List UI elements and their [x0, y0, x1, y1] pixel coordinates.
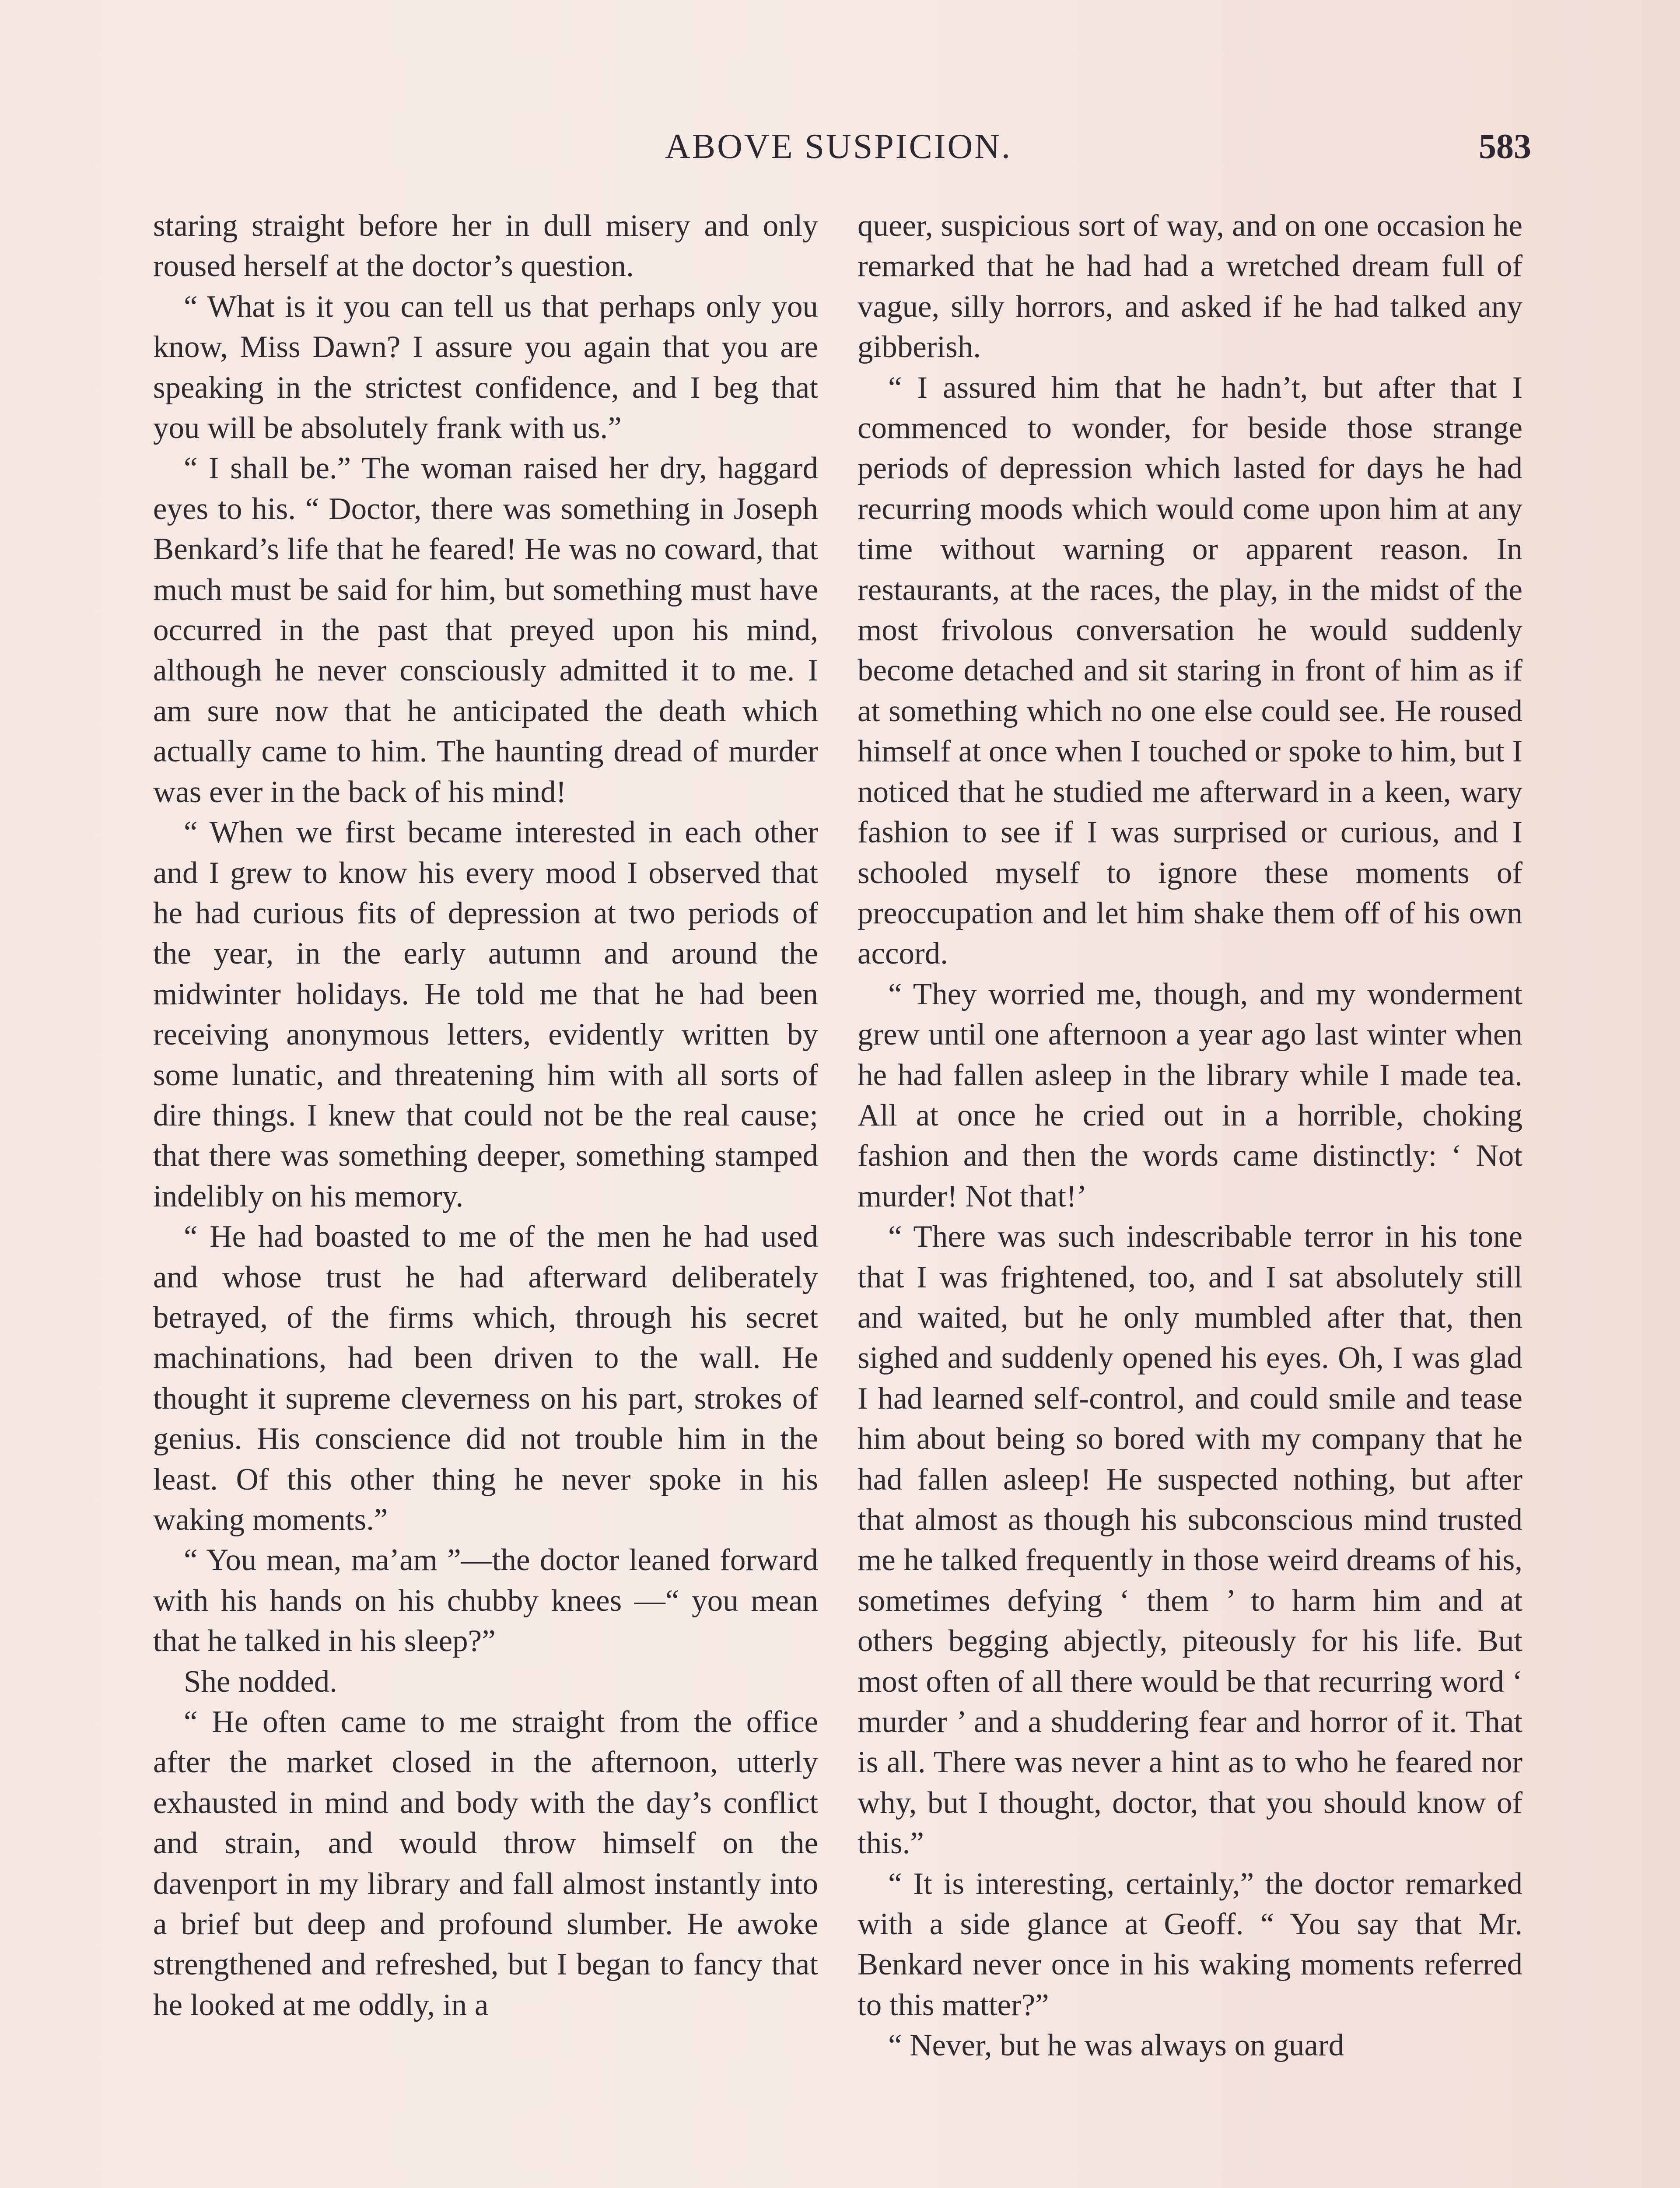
- paragraph: queer, suspicious sort of way, and on one occasion he remarked that he had had a wretched dream full of vague, silly horrors, and asked if he had talked any gibberish.: [858, 209, 1522, 365]
- paragraph: “ He had boasted to me of the men he had used and whose trust he had afterward deliberately betrayed, of the firms which, through his secret machinations, had been driven to the wall. He thought it supreme cleverness on his part, strokes of genius. His conscience did not trouble him in the least. Of this other thing he never spoke in his waking moments.”: [153, 1220, 818, 1537]
- paragraph: “ It is interesting, certainly,” the doctor remarked with a side glance at Geoff. “ You say that Mr. Benkard never once in his waking moments referred to this matter?”: [858, 1866, 1522, 2022]
- paragraph: “ Never, but he was always on guard: [888, 2028, 1344, 2063]
- paragraph: “ I shall be.” The woman raised her dry, haggard eyes to his. “ Doctor, there was something in Joseph Benkard’s life that he feared! He was no coward, that much must be said for him, but something must have occurred in the past that preyed upon his mind, although he never consciously admitted it to me. I am sure now that he anticipated the death which actually came to him. The haunting dread of murder was ever in the back of his mind!: [153, 451, 818, 809]
- paragraph: “ There was such indescribable terror in his tone that I was frightened, too, and I sat absolutely still and waited, but he only mumbled after that, then sighed and suddenly opened his eyes. Oh, I was glad I had learned self-control, and could smile and tease him about being so bored with my company that he had fallen asleep! He suspected nothing, but after that almost as though his subconscious mind trusted me he talked frequently in those weird dreams of his, sometimes defying ‘ them ’ to harm him and at others begging abjectly, piteously for his life. But most often of all there would be that recurring word ‘ murder ’ and a shuddering fear and horror of it. That is all. There was never a hint as to who he feared nor why, but I thought, doctor, that you should know of this.”: [858, 1220, 1522, 1861]
- paragraph: She nodded.: [184, 1664, 338, 1699]
- paragraph: “ What is it you can tell us that perhaps only you know, Miss Dawn? I assure you again that you are speaking in the strictest confidence, and I beg that you will be absolutely frank with us.”: [153, 289, 818, 445]
- paragraph: “ You mean, ma’am ”—the doctor leaned forward with his hands on his chubby knees —“ you mean that he talked in his sleep?”: [153, 1543, 818, 1659]
- paragraph: staring straight before her in dull misery and only roused herself at the doctor’s question.: [153, 209, 818, 284]
- paragraph: “ When we first became interested in each other and I grew to know his every mood I observed that he had curious fits of depression at two periods of the year, in the early autumn and around the midwinter holidays. He told me that he had been receiving anonymous letters, evidently written by some lunatic, and threatening him with all sorts of dire things. I knew that could not be the real cause; that there was something deeper, something stamped indelibly on his memory.: [153, 815, 818, 1213]
- left-column: [153, 206, 818, 2025]
- running-title: ABOVE SUSPICION.: [665, 127, 1012, 166]
- paragraph: “ They worried me, though, and my wonderment grew until one afternoon a year ago last winter when he had fallen asleep in the library while I made tea. All at once he cried out in a horrible, choking fashion and then the words came distinctly: ‘ Not murder! Not that!’: [858, 977, 1522, 1213]
- paragraph: “ I assured him that he hadn’t, but after that I commenced to wonder, for beside those strange periods of depression which lasted for days he had recurring moods which would come upon him at any time without warning or apparent reason. In restaurants, at the races, the play, in the midst of the most frivolous conversation he would suddenly become detached and sit staring in front of him as if at something which no one else could see. He roused himself at once when I touched or spoke to him, but I noticed that he studied me afterward in a keen, wary fashion to see if I was surprised or curious, and I schooled myself to ignore these moments of preoccupation and let him shake them off of his own accord.: [858, 370, 1522, 971]
- right-column: [858, 206, 1522, 2066]
- paragraph: “ He often came to me straight from the office after the market closed in the afternoon, utterly exhausted in mind and body with the day’s conflict and strain, and would throw himself on the davenport in my library and fall almost instantly into a brief but deep and profound slumber. He awoke strengthened and refreshed, but I began to fancy that he looked at me oddly, in a: [153, 1705, 818, 2022]
- page-header: [612, 127, 1575, 175]
- page-number: 583: [1479, 127, 1531, 166]
